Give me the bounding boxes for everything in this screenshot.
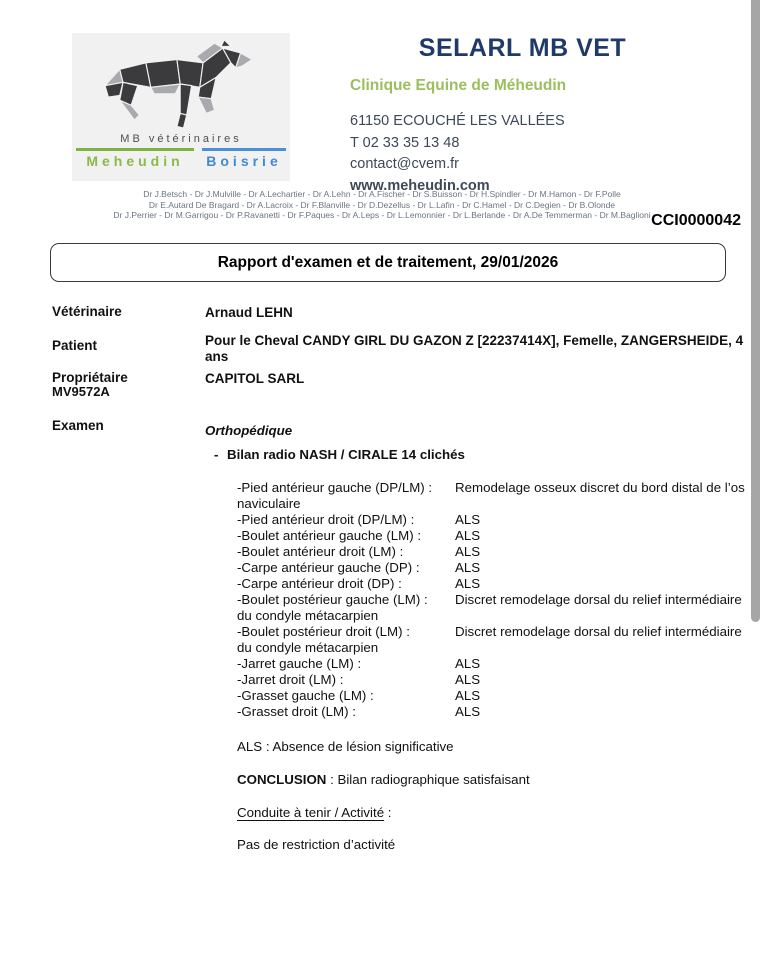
clinic-phone: T 02 33 35 13 48 xyxy=(350,134,460,151)
finding-site: -Pied antérieur droit (DP/LM) : xyxy=(237,512,415,527)
finding-result: ALS xyxy=(455,512,481,527)
finding-site: -Carpe antérieur droit (DP) : xyxy=(237,576,402,591)
clinic-name: Clinique Equine de Méheudin xyxy=(350,77,567,94)
conduite-label: Conduite à tenir / Activité xyxy=(237,805,385,820)
finding-site: -Boulet postérieur droit (LM) : xyxy=(237,624,410,639)
finding-site: -Boulet antérieur gauche (LM) : xyxy=(237,528,422,543)
clinic-address: 61150 ECOUCHÉ LES VALLÉES xyxy=(350,113,565,129)
logo-tagline: MB vétérinaires xyxy=(120,133,242,145)
patient-label: Patient xyxy=(52,338,98,353)
clinic-contact-block xyxy=(350,111,695,197)
finding-result: ALS xyxy=(455,688,481,703)
logo-underline-green xyxy=(76,148,194,151)
finding-result: ALS xyxy=(455,656,481,671)
proprietaire-label xyxy=(52,371,202,399)
finding-site: -Grasset droit (LM) : xyxy=(237,704,356,719)
clinic-website[interactable]: www.meheudin.com xyxy=(350,177,490,194)
exam-procedure-row xyxy=(205,447,750,463)
abbreviation-note: ALS : Absence de lésion significative xyxy=(237,739,454,754)
doctors-list xyxy=(0,189,764,221)
finding-site: -Pied antérieur gauche (DP/LM) : xyxy=(237,480,433,495)
clinic-logo xyxy=(72,33,290,181)
exam-category: Orthopédique xyxy=(205,423,293,438)
horse-logo-icon xyxy=(79,35,283,133)
finding-site: -Grasset gauche (LM) : xyxy=(237,688,374,703)
exam-finding-row xyxy=(237,704,746,720)
finding-site: -Carpe antérieur gauche (DP) : xyxy=(237,560,420,575)
examen-label: Examen xyxy=(52,418,104,433)
report-title-box xyxy=(50,243,726,282)
exam-finding-row xyxy=(237,576,746,592)
finding-result: ALS xyxy=(455,544,481,559)
scrollbar-thumb[interactable] xyxy=(751,0,760,622)
exam-finding-row xyxy=(237,560,746,576)
exam-finding-row xyxy=(237,688,746,704)
exam-finding-row xyxy=(237,624,746,656)
exam-procedure: Bilan radio NASH / CIRALE 14 clichés xyxy=(227,447,465,462)
doctors-line-2: Dr E.Autard De Bragard - Dr A.Lacroix - Dr F.Blanville - Dr D.Dezellus - Dr L.Lafin - Dr C.Hamel - Dr C.Degien - Dr B.Olonde xyxy=(148,199,616,210)
proprietaire-reference: MV9572A xyxy=(52,384,110,399)
logo-underline-blue xyxy=(202,148,286,151)
clinic-header xyxy=(350,34,695,197)
logo-site-meheudin: Meheudin xyxy=(86,153,184,169)
exam-findings-list xyxy=(237,480,746,720)
finding-site: -Boulet antérieur droit (LM) : xyxy=(237,544,404,559)
conclusion-text: : Bilan radiographique satisfaisant xyxy=(326,772,530,787)
practice-name: SELARL MB VET xyxy=(418,34,627,62)
conduite-row xyxy=(237,805,750,821)
finding-result: ALS xyxy=(455,672,481,687)
clinic-email[interactable]: contact@cvem.fr xyxy=(350,156,459,172)
veterinaire-label: Vétérinaire xyxy=(52,304,122,319)
doctors-line-1: Dr J.Betsch - Dr J.Mulville - Dr A.Lechartier - Dr A.Lehn - Dr A.Fischer - Dr S.Buisson - Dr H.Spindler - Dr M.Hamon - Dr F.Polle xyxy=(143,189,621,199)
patient-value: Pour le Cheval CANDY GIRL DU GAZON Z [22237414X], Femelle, ZANGERSHEIDE, 4 ans xyxy=(205,333,744,364)
proprietaire-value: CAPITOL SARL xyxy=(205,371,305,386)
reference-number: CCI0000042 xyxy=(651,212,741,229)
finding-site: -Jarret gauche (LM) : xyxy=(237,656,362,671)
conclusion-row xyxy=(237,772,750,788)
conduite-colon: : xyxy=(384,805,392,820)
finding-result: Discret remodelage dorsal du relief intermédiaire du condyle métacarpien xyxy=(237,624,742,655)
finding-result: Discret remodelage dorsal du relief intermédiaire du condyle métacarpien xyxy=(237,592,742,623)
exam-finding-row xyxy=(237,512,746,528)
exam-finding-row xyxy=(237,544,746,560)
finding-result: ALS xyxy=(455,560,481,575)
veterinaire-value: Arnaud LEHN xyxy=(205,305,293,320)
proprietaire-label-text: Propriétaire xyxy=(52,370,128,385)
finding-result: ALS xyxy=(455,528,481,543)
exam-finding-row xyxy=(237,672,746,688)
doctors-line-3: Dr J.Perrier - Dr M.Garrigou - Dr P.Ravanetti - Dr F.Paques - Dr A.Leps - Dr L.Lemonnier - Dr L.Berlande - Dr A.De Temmerman - Dr M.Baglioni xyxy=(113,210,651,220)
exam-section xyxy=(205,423,750,853)
logo-site-boisrie: Boisrie xyxy=(206,153,282,169)
exam-finding-row xyxy=(237,528,746,544)
report-title: Rapport d'examen et de traitement, 29/01/2026 xyxy=(217,253,559,271)
exam-finding-row xyxy=(237,656,746,672)
finding-result: Remodelage osseux discret du bord distal de l’os naviculaire xyxy=(237,480,745,511)
exam-finding-row xyxy=(237,592,746,624)
exam-finding-row xyxy=(237,480,746,512)
finding-site: -Jarret droit (LM) : xyxy=(237,672,344,687)
finding-result: ALS xyxy=(455,576,481,591)
bullet-dash: - xyxy=(214,447,219,462)
finding-result: ALS xyxy=(455,704,481,719)
activity-note: Pas de restriction d’activité xyxy=(237,837,396,852)
conclusion-label: CONCLUSION xyxy=(237,772,327,787)
finding-site: -Boulet postérieur gauche (LM) : xyxy=(237,592,428,607)
